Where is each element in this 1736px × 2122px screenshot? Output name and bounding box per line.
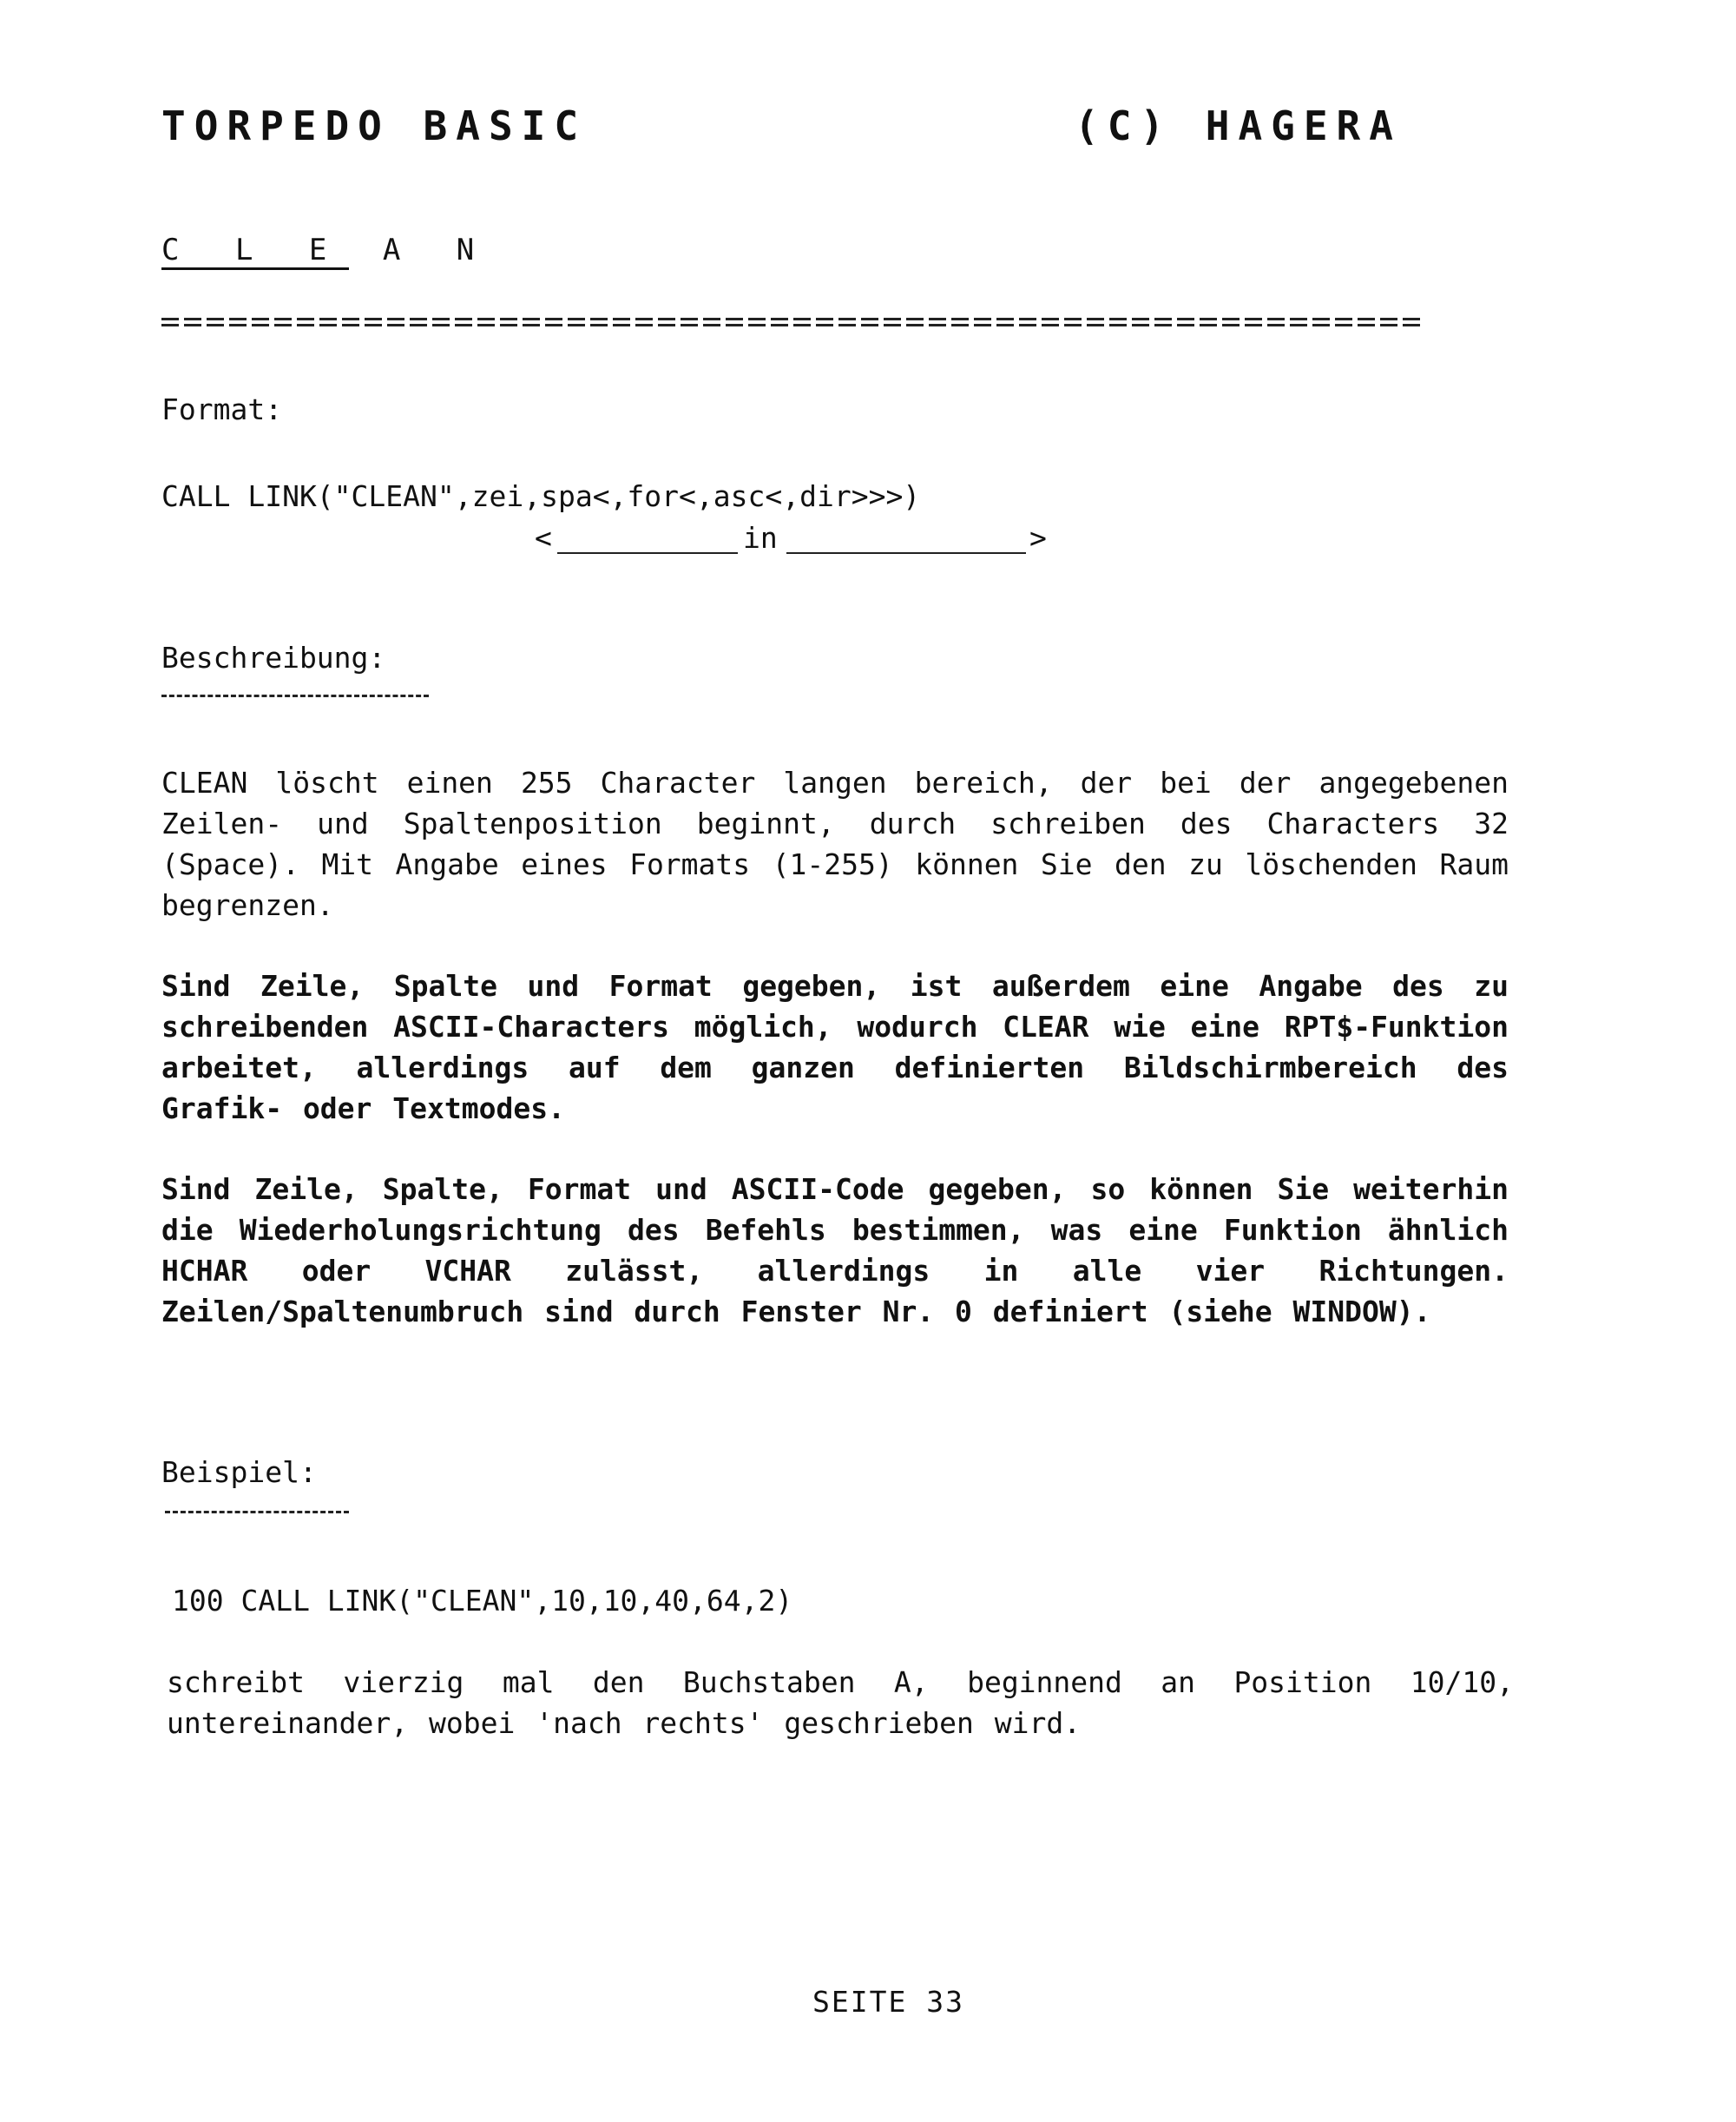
example-label-underline [165, 1511, 349, 1513]
format-bracket-line-right [786, 552, 1026, 554]
section-title-underline [161, 267, 349, 270]
format-syntax: CALL LINK("CLEAN",zei,spa<,for<,asc<,dir>>>) [161, 479, 921, 513]
double-rule-divider [161, 318, 1424, 328]
description-paragraph-1: CLEAN löscht einen 255 Character langen bereich, der bei der angegebenen Zeilen- und Spaltenposition beginnt, durch schreiben des Characters 32 (Space). Mit Angabe eines Formats (1-255) können Sie den zu löschenden Raum begrenzen. [161, 766, 1509, 922]
example-explanation: schreibt vierzig mal den Buchstaben A, beginnend an Position 10/10, untereinander, wobei 'nach rechts' geschrieben wird. [167, 1665, 1514, 1740]
format-label: Format: [161, 392, 283, 426]
header-right-copyright: (C) HAGERA [1075, 102, 1402, 149]
description-label: Beschreibung: [161, 641, 386, 675]
section-title: C L E A N [161, 233, 494, 267]
format-bracket-line-left [557, 552, 738, 554]
description-paragraph-3: Sind Zeile, Spalte, Format und ASCII-Code gegeben, so können Sie weiterhin die Wiederholungsrichtung des Befehls bestimmen, was eine Funktion ähnlich HCHAR oder VCHAR zulässt, allerdings in alle vier Richtungen. Zeilen/Spaltenumbruch sind durch Fenster Nr. 0 definiert (siehe WINDOW). [161, 1172, 1509, 1328]
page-number: SEITE 33 [812, 1985, 964, 2019]
description-label-underline [161, 695, 429, 697]
example-code: 100 CALL LINK("CLEAN",10,10,40,64,2) [172, 1584, 793, 1618]
header-left-title: TORPEDO BASIC [161, 102, 588, 149]
format-bracket-right: > [1029, 521, 1047, 555]
format-bracket-left: < [535, 521, 552, 555]
format-bracket-mid: in [743, 521, 778, 555]
description-paragraph-2: Sind Zeile, Spalte und Format gegeben, ist außerdem eine Angabe des zu schreibenden ASCII-Characters möglich, wodurch CLEAR wie eine RPT$-Funktion arbeitet, allerdings auf dem ganzen definierten Bildschirmbereich des Grafik- oder Textmodes. [161, 969, 1509, 1125]
example-label: Beispiel: [161, 1455, 317, 1489]
